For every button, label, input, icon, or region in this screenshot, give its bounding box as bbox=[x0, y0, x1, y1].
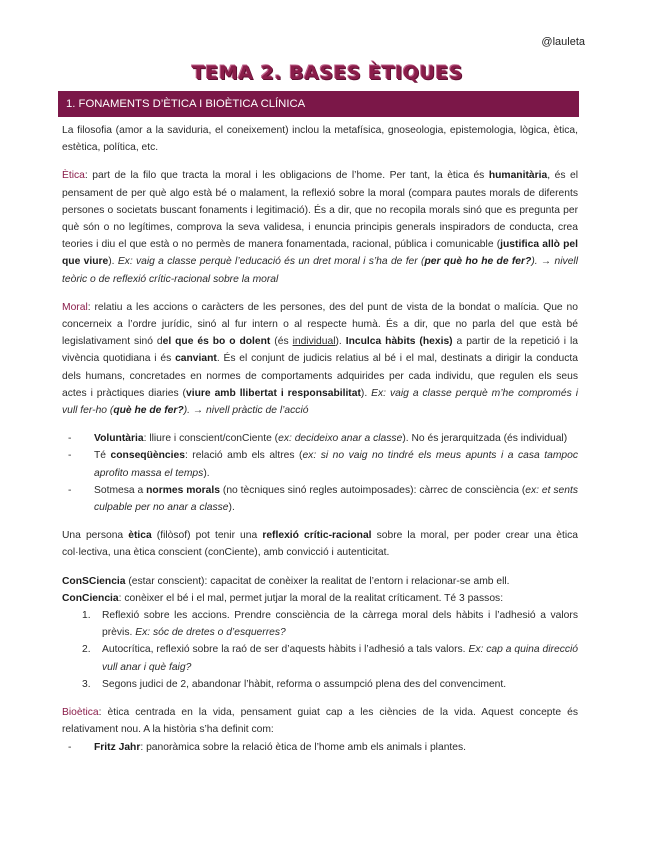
persona-text-2: (filòsof) pot tenir una bbox=[151, 530, 263, 542]
moral-text-5: . És el conjunt de judicis relatius al bé i el mal, destinats a dirigir la conducta dels humans, concretades en normes de comportaments adquirides per cada individu, que regulen els seus actes i pràctiques diaries ( bbox=[62, 353, 578, 399]
list-item bbox=[62, 447, 578, 481]
item-text: ). bbox=[203, 467, 210, 479]
item-bold: normes morals bbox=[146, 484, 220, 496]
step-example: Ex: cap a quina direcció vull anar i què faig? bbox=[102, 644, 579, 673]
etica-paragraph bbox=[62, 167, 578, 287]
moral-underline: individual bbox=[292, 336, 336, 348]
etica-bold-2: justifica allò pel que viure bbox=[62, 239, 579, 268]
bioetica-text: : ètica centrada en la vida, pensament guiat cap a les ciències de la vida. Aquest concepte és relativament nou. A la història s’ha definit com: bbox=[62, 707, 578, 736]
persona-bold-2: reflexió crític-racional bbox=[262, 530, 372, 542]
moral-text-3: ). bbox=[335, 336, 346, 348]
section-header: 1. FONAMENTS D’ÈTICA I BIOÈTICA CLÍNICA bbox=[58, 91, 579, 117]
etica-text-2: , és el pensament de per què algo està bé o malament, la reflexió sobre la moral (compara pautes morals de diferents persones o societats buscant fonaments i legitimació). És a dir, que no recopila morals sinó que es pregunta per què són o no legítimes, comprova la seva validesa, i enuncia principis generals inspiradors de conducta, crea teories i diu el que està o no permès de manera fonamentada, racional, pública i comunicable ( bbox=[62, 170, 578, 251]
list-item bbox=[62, 676, 578, 693]
etica-text-3: ). bbox=[108, 256, 118, 268]
moral-characteristics-list bbox=[62, 430, 578, 516]
moral-bold-1: el que és bo o dolent bbox=[162, 336, 271, 348]
moral-bold-2: Inculca hàbits (hexis) bbox=[345, 336, 453, 348]
consciencia-def-2: : conèixer el bé i el mal, permet jutjar la moral de la realitat críticament. Té 3 passos: bbox=[118, 592, 504, 604]
item-text: : panoràmica sobre la relació ètica de l’home amb els animals i plantes. bbox=[140, 741, 467, 753]
moral-text-2: (és bbox=[270, 336, 293, 348]
moral-term: Moral bbox=[62, 301, 88, 313]
item-example: ex: si no vaig no tindré els meus apunts i a casa tampoc aprofito massa el temps bbox=[94, 450, 578, 479]
list-item bbox=[62, 641, 578, 675]
step-text: Autocrítica, reflexió sobre la raó de ser d’aquests hàbits i l’adhesió a tals valors. bbox=[102, 644, 469, 656]
bioetica-list bbox=[62, 739, 578, 756]
consciencia-def-1: (estar conscient): capacitat de conèixer la realitat de l’entorn i relacionar-se amb ell. bbox=[125, 575, 510, 587]
item-bold: conseqüències bbox=[110, 450, 185, 462]
item-text: Sotmesa a bbox=[94, 484, 147, 496]
moral-bold-4: viure amb llibertat i responsabilitat bbox=[186, 387, 361, 399]
list-item bbox=[62, 739, 578, 756]
item-example: ex: decideixo anar a classe bbox=[278, 433, 403, 445]
list-item bbox=[62, 430, 578, 447]
etica-example-1: Ex: vaig a classe perquè l’educació és un dret moral i s’ha de fer ( bbox=[117, 256, 425, 268]
persona-paragraph bbox=[62, 527, 578, 561]
moral-text-4: a partir de la repetició i la vivència quotidiana i és bbox=[62, 336, 579, 365]
item-text: : relació amb els altres ( bbox=[184, 450, 303, 462]
etica-term: Ètica bbox=[62, 170, 85, 182]
item-text: ). No és jerarquitzada (és individual) bbox=[402, 433, 568, 445]
persona-text-1: Una persona bbox=[62, 530, 129, 542]
consciencia-term-1: ConSCiencia bbox=[62, 575, 126, 587]
step-number: 2. bbox=[82, 644, 91, 656]
item-text: ). bbox=[228, 502, 235, 514]
item-text: Té bbox=[94, 450, 111, 462]
intro-paragraph: La filosofia (amor a la saviduria, el coneixement) inclou la metafísica, gnoseologia, epistemologia, lògica, ètica, estètica, política, etc. bbox=[62, 125, 578, 154]
moral-text-1: : relatiu a les accions o caràcters de les persones, des del punt de vista de la bondat o malícia. Que no concerneix a l’ordre jurídic, sinó al fur intern o al respecte humà. És a dir, que no parla del que està bé legislativament sinó d bbox=[62, 301, 578, 348]
etica-example-2: ). → nivell teòric o de reflexió crític-racional sobre la moral bbox=[62, 256, 578, 285]
persona-bold-1: ètica bbox=[128, 530, 152, 542]
bioetica-term: Bioètica bbox=[62, 707, 99, 719]
persona-text-3: sobre la moral, per poder crear una ètica col·lectiva, una ètica conscient (conCiente), amb convicció i autenticitat. bbox=[62, 530, 578, 559]
etica-text-1: : part de la filo que tracta la moral i les obligacions de l’home. Per tant, la ètica és bbox=[84, 170, 489, 182]
step-example: Ex: sóc de dretes o d’esquerres? bbox=[135, 627, 286, 639]
consciencia-line-2 bbox=[62, 590, 578, 607]
item-example: ex: et sents culpable per no anar a classe bbox=[94, 484, 579, 514]
etica-example-bold: per què ho he de fer? bbox=[424, 256, 532, 268]
consciencia-line-1 bbox=[62, 573, 578, 590]
etica-bold-1: humanitària bbox=[488, 170, 548, 182]
step-text: Reflexió sobre les accions. Prendre consciència de la càrrega moral dels hàbits i l’adhesió a valors prèvis. bbox=[102, 610, 578, 639]
consciencia-term-2: ConCiencia bbox=[62, 592, 119, 604]
step-text: Segons judici de 2, abandonar l’hàbit, reforma o assumpció plena des del convenciment. bbox=[102, 678, 507, 690]
moral-paragraph bbox=[62, 299, 578, 419]
moral-bold-3: canviant bbox=[175, 353, 217, 365]
step-number: 1. bbox=[82, 610, 91, 622]
list-item bbox=[62, 607, 578, 641]
bioetica-paragraph bbox=[62, 704, 578, 738]
moral-example-2: ). → nivell pràctic de l’acció bbox=[183, 405, 309, 417]
item-bold: Fritz Jahr bbox=[94, 741, 141, 753]
page-title: TEMA 2. BASES ÈTIQUES bbox=[191, 62, 464, 84]
item-text: (no tècniques sinó regles autoimposades): càrrec de consciència ( bbox=[220, 484, 526, 496]
item-text: : lliure i conscient/conCiente ( bbox=[143, 433, 279, 445]
item-bold: Voluntària bbox=[94, 433, 144, 445]
step-number: 3. bbox=[82, 678, 91, 690]
document-body bbox=[62, 122, 578, 767]
list-item bbox=[62, 482, 578, 516]
consciencia-steps-list bbox=[62, 607, 578, 693]
author-handle: @lauleta bbox=[541, 36, 585, 48]
moral-example-1: Ex: vaig a classe perquè m’he compromés i vull fer-ho ( bbox=[62, 387, 578, 417]
moral-example-bold: què he de fer? bbox=[113, 405, 184, 417]
moral-text-6: ). bbox=[360, 387, 372, 399]
